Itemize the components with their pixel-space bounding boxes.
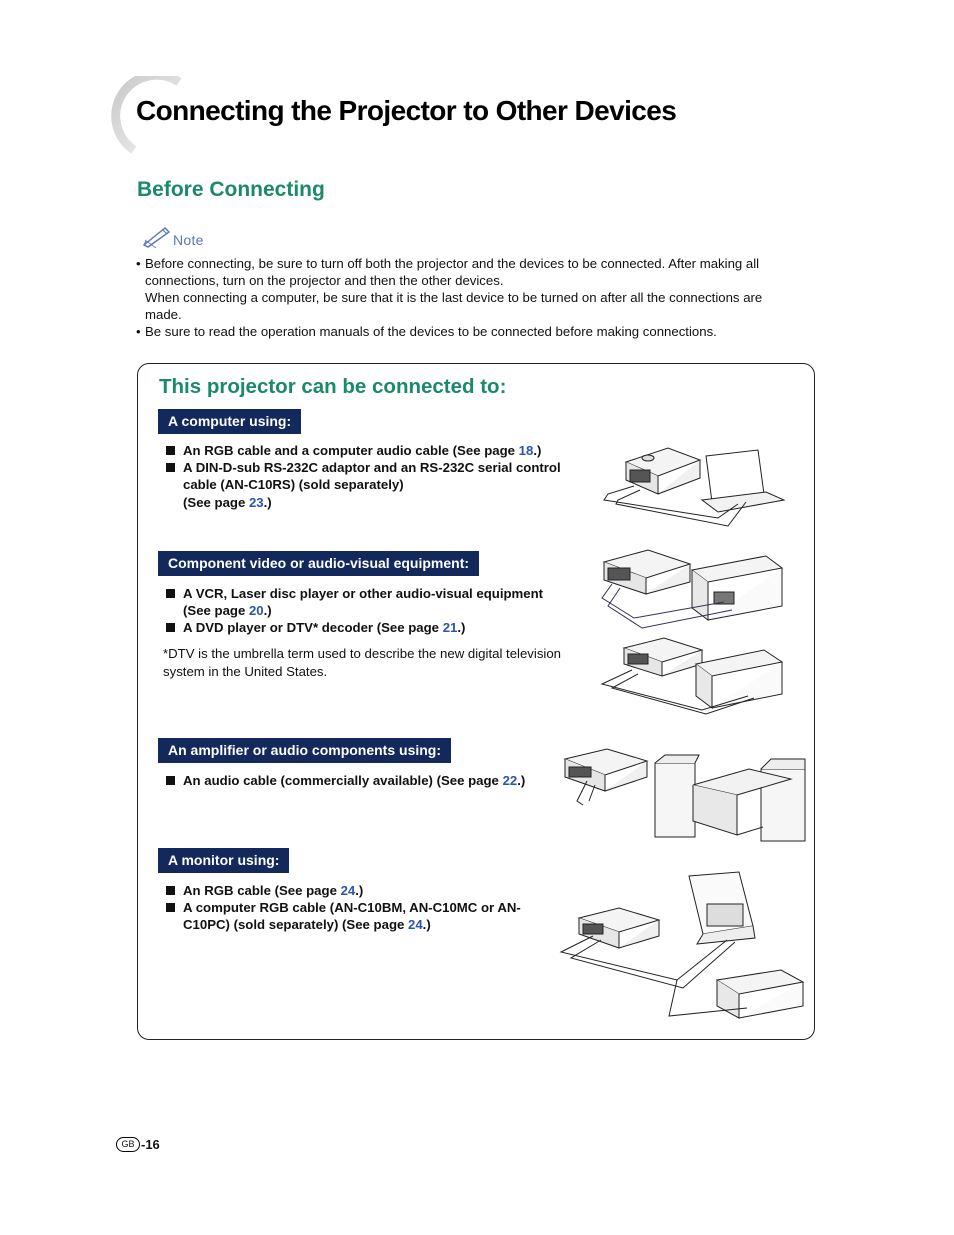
box-title: This projector can be connected to: <box>159 375 507 398</box>
audio-item-list <box>166 772 566 789</box>
item-suffix: .) <box>422 917 431 933</box>
item-suffix: .) <box>533 443 542 458</box>
category-computer: A computer using: <box>158 409 301 434</box>
list-item <box>166 899 572 933</box>
item-text: A DVD player or DTV* decoder (See page <box>183 620 443 636</box>
item-suffix: .) <box>457 620 466 636</box>
item-text: A computer RGB cable (AN-C10BM, AN-C10MC or AN- <box>183 900 521 916</box>
item-suffix: .) <box>263 494 272 510</box>
note-heading <box>142 226 204 248</box>
projector-vcr-illustration <box>598 548 786 634</box>
list-item <box>166 585 596 619</box>
note-line: When connecting a computer, be sure that it is the last device to be turned on after all the connections are <box>145 290 763 305</box>
item-text: An RGB cable and a computer audio cable (See page <box>183 443 519 458</box>
pencil-icon <box>142 226 172 248</box>
page-link[interactable]: 18 <box>518 443 534 458</box>
item-text: An RGB cable (See page <box>183 883 341 898</box>
item-text: A VCR, Laser disc player or other audio-visual equipment <box>183 586 544 601</box>
note-list <box>137 255 819 340</box>
note-line: • Be sure to read the operation manuals of the devices to be connected before making connections. <box>145 324 717 339</box>
page-link[interactable]: 24 <box>340 883 356 898</box>
item-text: (See page <box>183 603 249 619</box>
page-link[interactable]: 21 <box>442 620 458 636</box>
page-link[interactable]: 20 <box>248 603 264 619</box>
list-item <box>166 619 596 636</box>
category-monitor: A monitor using: <box>158 848 289 873</box>
note-item <box>137 255 819 323</box>
page-link[interactable]: 24 <box>408 917 423 933</box>
list-item <box>166 459 596 511</box>
note-line: connections, turn on the projector and then the other devices. <box>145 273 504 288</box>
section-title: Before Connecting <box>137 178 325 201</box>
region-badge: GB <box>116 1137 140 1152</box>
note-line: • Before connecting, be sure to turn off both the projector and the devices to be connected. After making all <box>145 256 760 271</box>
item-text: A DIN-D-sub RS-232C adaptor and an RS-232C serial control <box>183 460 561 476</box>
page-link[interactable]: 23 <box>248 494 264 510</box>
projector-computer-illustration <box>598 442 788 532</box>
note-label: Note <box>173 232 204 248</box>
item-text: C10PC) (sold separately) (See page <box>183 917 408 933</box>
page-link[interactable]: 22 <box>502 773 518 788</box>
page-title: Connecting the Projector to Other Devices <box>136 95 677 126</box>
dtv-footnote <box>163 645 603 681</box>
item-suffix: .) <box>355 883 364 898</box>
page-footer <box>116 1137 160 1152</box>
category-amplifier: An amplifier or audio components using: <box>158 738 451 763</box>
item-suffix: .) <box>263 603 272 619</box>
list-item <box>166 442 596 459</box>
computer-item-list <box>166 442 596 511</box>
item-text: cable (AN-C10RS) (sold separately) <box>183 477 404 493</box>
av-item-list <box>166 585 596 637</box>
page-number: -16 <box>141 1137 160 1152</box>
footnote-line: system in the United States. <box>163 664 328 679</box>
item-text: (See page <box>183 494 249 510</box>
note-item <box>137 323 819 340</box>
list-item <box>166 882 572 899</box>
projector-dvd-illustration <box>598 636 786 716</box>
list-item <box>166 772 566 789</box>
footnote-line: *DTV is the umbrella term used to describe the new digital television <box>163 646 562 661</box>
item-suffix: .) <box>517 773 526 788</box>
projector-monitor-illustration <box>557 870 813 1020</box>
note-line: made. <box>145 307 182 322</box>
category-component-video: Component video or audio-visual equipment: <box>158 551 479 576</box>
monitor-item-list <box>166 882 572 934</box>
item-text: An audio cable (commercially available) (See page <box>183 773 503 788</box>
projector-amplifier-illustration <box>543 745 809 845</box>
